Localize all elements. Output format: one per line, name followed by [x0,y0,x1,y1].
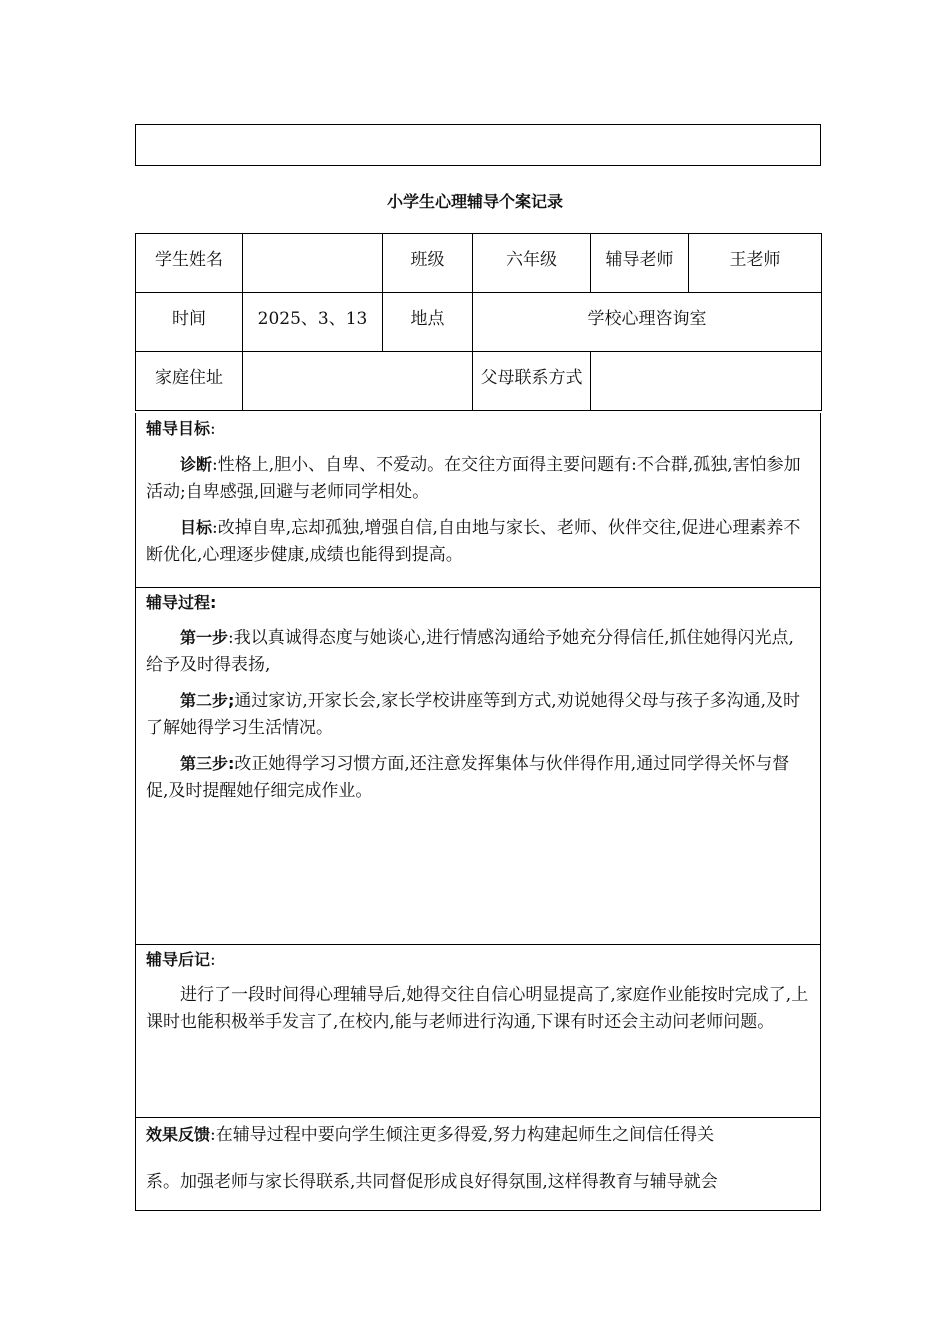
contact-label: 父母联系方式 [473,352,591,411]
table-row [136,352,822,411]
feedback-section: 效果反馈:在辅导过程中要向学生倾注更多得爱,努力构建起师生之间信任得关 系。加强老师与家长得联系,共同督促形成良好得氛围,这样得教育与辅导就会 [135,1117,821,1211]
teacher-label: 辅导老师 [591,234,689,293]
table-row [136,234,822,293]
goal-heading: 辅导目标 [146,419,211,438]
diagnosis-label: 诊断 [180,455,213,474]
step1-label: 第一步 [180,628,229,647]
address-value [243,352,473,411]
top-empty-box [135,124,821,166]
step3-paragraph: 第三步:改正她得学习习惯方面,还注意发挥集体与伙伴得作用,通过同学得关怀与督促,及时提醒她仔细完成作业。 [146,754,790,801]
target-paragraph: 目标:改掉自卑,忘却孤独,增强自信,自由地与家长、老师、伙伴交往,促进心理素养不断优化,心理逐步健康,成绩也能得到提高。 [146,518,801,565]
student-name-value [243,234,383,293]
diagnosis-paragraph: 诊断:性格上,胆小、自卑、不爱动。在交往方面得主要问题有:不合群,孤独,害怕参加活动;自卑感强,回避与老师同学相处。 [146,455,801,502]
goal-section: 辅导目标: 诊断:性格上,胆小、自卑、不爱动。在交往方面得主要问题有:不合群,孤独,害怕参加活动;自卑感强,回避与老师同学相处。 目标:改掉自卑,忘却孤独,增强自信,自由地与家长、老师、伙伴交往,促进心理素养不断优化,心理逐步健康,成绩也能得到提高。 [135,413,821,588]
place-label: 地点 [383,293,473,352]
feedback-line-2: 系。加强老师与家长得联系,共同督促形成良好得氛围,这样得教育与辅导就会 [146,1172,718,1192]
step3-label: 第三步: [180,754,235,773]
place-value: 学校心理咨询室 [473,293,822,352]
page-title: 小学生心理辅导个案记录 [386,192,563,211]
time-label: 时间 [136,293,243,352]
student-name-label: 学生姓名 [136,234,243,293]
table-row [136,293,822,352]
step2-label: 第二步; [180,691,235,710]
class-label: 班级 [383,234,473,293]
address-label: 家庭住址 [136,352,243,411]
feedback-label: 效果反馈 [146,1125,211,1144]
time-value: 2025、3、13 [243,293,383,352]
afterword-section: 辅导后记: 进行了一段时间得心理辅导后,她得交往自信心明显提高了,家庭作业能按时完成了,上课时也能积极举手发言了,在校内,能与老师进行沟通,下课有时还会主动问老师问题。 [135,944,821,1118]
afterword-heading: 辅导后记 [146,950,211,969]
afterword-paragraph: 进行了一段时间得心理辅导后,她得交往自信心明显提高了,家庭作业能按时完成了,上课时也能积极举手发言了,在校内,能与老师进行沟通,下课有时还会主动问老师问题。 [146,985,809,1032]
process-heading: 辅导过程: [146,593,217,612]
class-value: 六年级 [473,234,591,293]
teacher-value: 王老师 [689,234,822,293]
info-table [135,233,822,411]
process-section [135,587,821,945]
contact-value [591,352,822,411]
target-label: 目标 [180,518,213,537]
step2-paragraph: 第二步;通过家访,开家长会,家长学校讲座等到方式,劝说她得父母与孩子多沟通,及时了解她得学习生活情况。 [146,691,801,738]
step1-paragraph: 第一步:我以真诚得态度与她谈心,进行情感沟通给予她充分得信任,抓住她得闪光点,给予及时得表扬, [146,628,794,675]
